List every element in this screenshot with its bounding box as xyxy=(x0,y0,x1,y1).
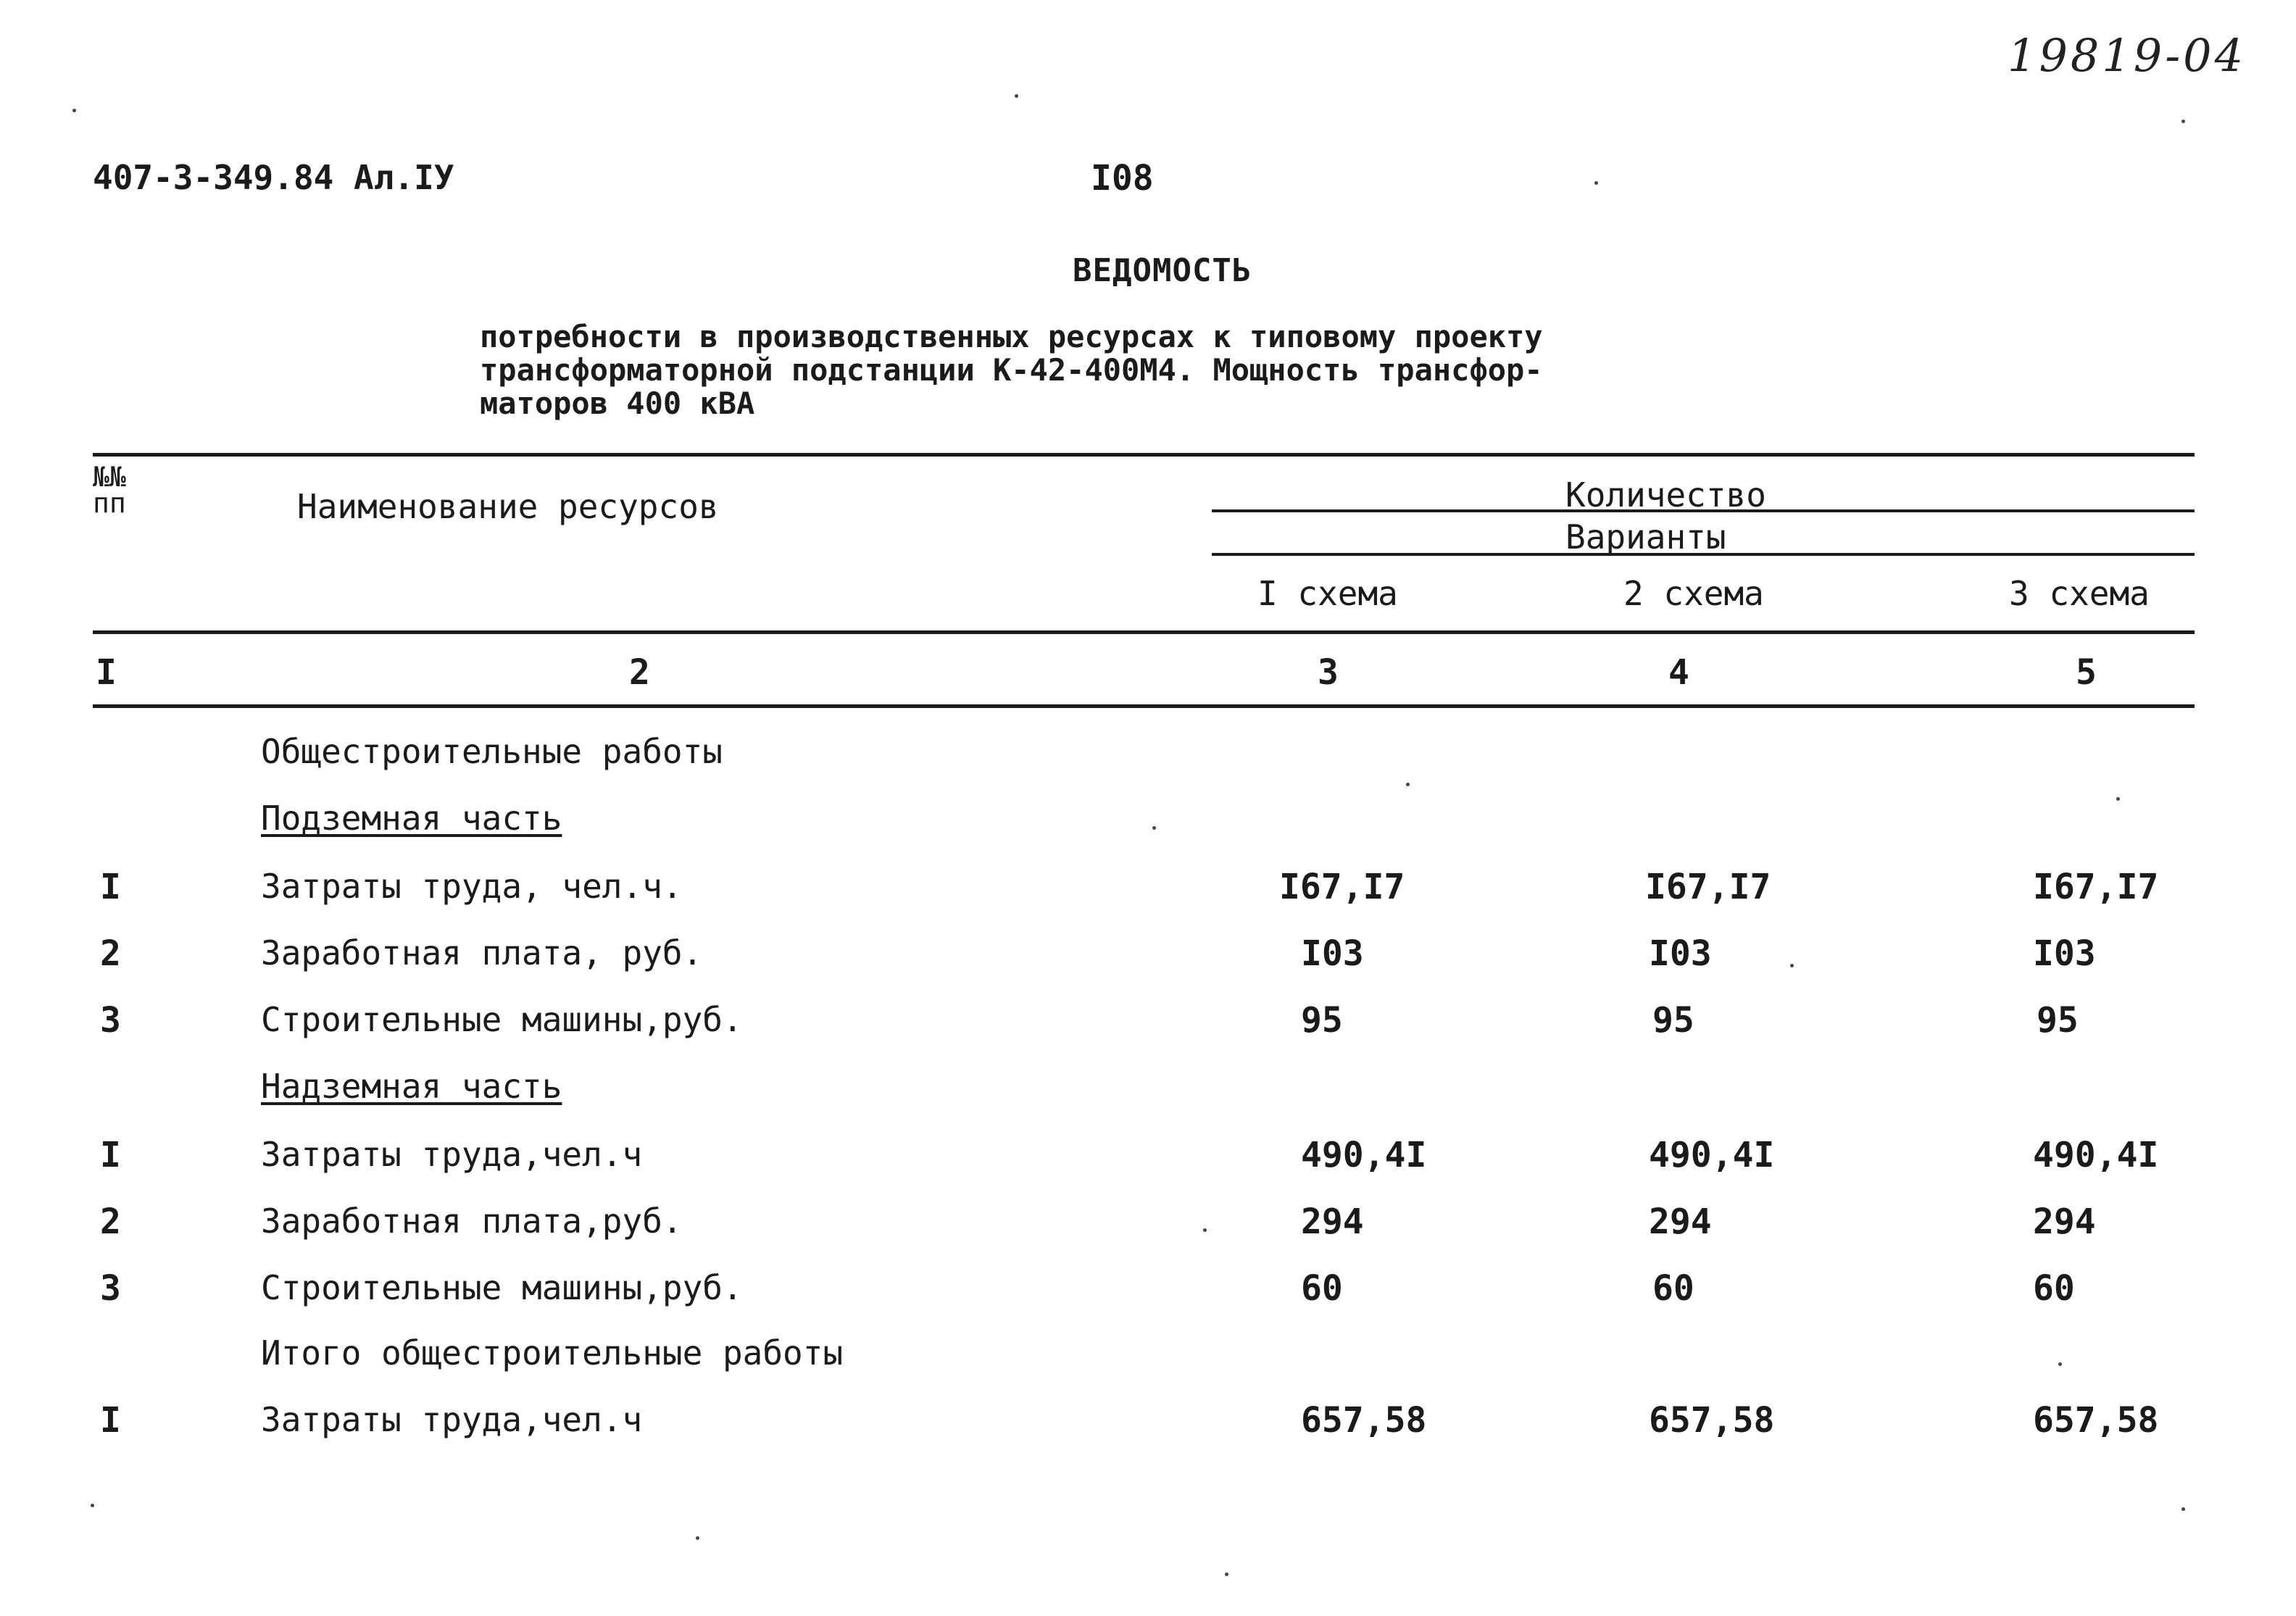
column-number: 2 xyxy=(629,652,650,693)
scan-speck xyxy=(2116,797,2120,801)
item-name: Заработная плата,руб. xyxy=(261,1201,683,1241)
table-top-rule xyxy=(93,453,2195,457)
scan-speck xyxy=(91,1504,94,1507)
value-scheme-1: I67,I7 xyxy=(1279,867,1405,907)
subtitle-line: потребности в производственных ресурсах к типовому проекту xyxy=(480,319,1543,354)
value-scheme-3: I03 xyxy=(2033,933,2096,974)
scan-speck xyxy=(1594,181,1598,185)
item-number: I xyxy=(100,867,121,907)
column-number: 4 xyxy=(1668,652,1689,693)
archive-number: 19819-04 xyxy=(2008,29,2247,82)
value-scheme-1: 294 xyxy=(1301,1201,1364,1242)
section-heading: Надземная часть xyxy=(261,1067,562,1106)
scan-speck xyxy=(1406,783,1410,786)
value-scheme-3: 657,58 xyxy=(2033,1400,2159,1441)
item-name: Затраты труда,чел.ч xyxy=(261,1400,643,1439)
value-scheme-1: 490,4I xyxy=(1301,1135,1427,1175)
scan-speck xyxy=(2181,120,2185,123)
item-number: 2 xyxy=(100,933,121,974)
column-numbers-rule xyxy=(93,704,2195,708)
value-scheme-3: 294 xyxy=(2033,1201,2096,1242)
scan-speck xyxy=(2058,1362,2062,1366)
section-heading: Общестроительные работы xyxy=(261,732,723,771)
item-number: 3 xyxy=(100,1268,121,1309)
value-scheme-3: 60 xyxy=(2033,1268,2075,1309)
scan-speck xyxy=(1225,1573,1228,1576)
resource-name-header: Наименование ресурсов xyxy=(297,487,719,526)
document-title: ВЕДОМОСТЬ xyxy=(1073,252,1252,289)
document-subtitle xyxy=(480,320,1543,420)
value-scheme-1: 95 xyxy=(1301,1000,1343,1041)
item-name: Строительные машины,руб. xyxy=(261,1000,743,1039)
page-number: I08 xyxy=(1091,158,1154,199)
row-number-header xyxy=(93,461,126,519)
value-scheme-1: 657,58 xyxy=(1301,1400,1427,1441)
item-name: Затраты труда,чел.ч xyxy=(261,1135,643,1174)
column-number: I xyxy=(96,652,117,693)
scan-speck xyxy=(1015,94,1018,98)
value-scheme-2: 294 xyxy=(1649,1201,1712,1242)
header-bottom-rule xyxy=(93,630,2195,634)
item-number: I xyxy=(100,1135,121,1175)
section-heading: Подземная часть xyxy=(261,799,562,838)
row-number-header-line: пп xyxy=(93,487,126,519)
value-scheme-2: 60 xyxy=(1652,1268,1694,1309)
subtitle-line: маторов 400 кВА xyxy=(480,386,755,421)
value-scheme-2: 490,4I xyxy=(1649,1135,1775,1175)
scan-speck xyxy=(696,1536,699,1540)
value-scheme-1: 60 xyxy=(1301,1268,1343,1309)
item-number: 2 xyxy=(100,1201,121,1242)
scheme-1-header: I схема xyxy=(1257,574,1398,613)
value-scheme-2: 95 xyxy=(1652,1000,1694,1041)
value-scheme-3: 490,4I xyxy=(2033,1135,2159,1175)
value-scheme-1: I03 xyxy=(1301,933,1364,974)
scan-speck xyxy=(72,109,76,112)
section-heading: Итого общестроительные работы xyxy=(261,1333,844,1373)
item-name: Строительные машины,руб. xyxy=(261,1268,743,1307)
quantity-header: Количество xyxy=(1565,475,1766,515)
document-code: 407-3-349.84 Ал.IУ xyxy=(93,158,454,197)
subtitle-line: трансформаторной подстанции К-42-400М4. Мощность трансфор- xyxy=(480,352,1543,388)
scan-speck xyxy=(1203,1228,1207,1232)
value-scheme-3: I67,I7 xyxy=(2033,867,2159,907)
column-number: 3 xyxy=(1318,652,1339,693)
scan-speck xyxy=(1790,964,1794,967)
item-name: Затраты труда, чел.ч. xyxy=(261,867,683,906)
value-scheme-3: 95 xyxy=(2037,1000,2079,1041)
value-scheme-2: 657,58 xyxy=(1649,1400,1775,1441)
item-name: Заработная плата, руб. xyxy=(261,933,703,972)
scheme-2-header: 2 схема xyxy=(1623,574,1764,613)
value-scheme-2: I03 xyxy=(1649,933,1712,974)
scan-speck xyxy=(1152,826,1156,830)
value-scheme-2: I67,I7 xyxy=(1645,867,1771,907)
item-number: I xyxy=(100,1400,121,1441)
column-number: 5 xyxy=(2076,652,2097,693)
item-number: 3 xyxy=(100,1000,121,1041)
scan-speck xyxy=(2181,1507,2185,1511)
row-number-header-line: №№ xyxy=(93,461,126,493)
variants-header: Варианты xyxy=(1565,517,1726,557)
scheme-3-header: 3 схема xyxy=(2009,574,2150,613)
